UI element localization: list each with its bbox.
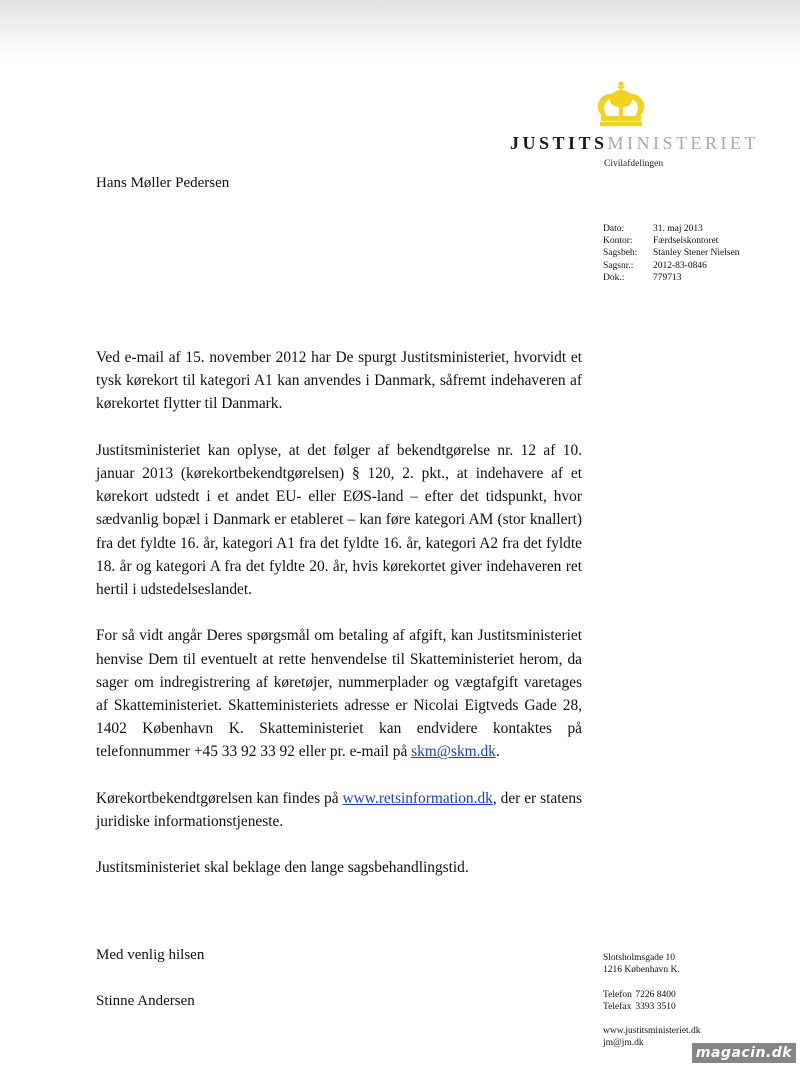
meta-value: 779713: [653, 272, 682, 283]
paragraph-tax-text: For så vidt angår Deres spørgsmål om betaling af afgift, kan Justitsministeriet henvise Dem til eventuelt at rette henvendelse til Skatteministeriet herom, da sager om indregistrering af køretøjer, nummerplader og vægtafgift varetages af Skatteministeriet. Skatteministeriets adresse er Nicolai Eigtveds Gade 28, 1402 København K. Skatteministeriet kan endvidere kontaktes på telefonnummer +45 33 92 33 92 eller pr. e-mail på: [96, 627, 582, 761]
ministry-logo: [510, 133, 759, 154]
phone-label: Telefon: [603, 990, 632, 1000]
meta-label: Dok.:: [603, 272, 625, 283]
paragraph-retsinfo-text: Kørekortbekendtgørelsen kan findes på: [96, 789, 343, 807]
website-link[interactable]: www.justitsministeriet.dk: [603, 1026, 701, 1036]
address-city: 1216 København K.: [603, 965, 680, 976]
meta-label: Kontor:: [603, 236, 633, 247]
recipient-name: Hans Møller Pedersen: [96, 175, 230, 191]
email-address[interactable]: jm@jm.dk: [603, 1038, 644, 1049]
logo-bold-text: JUSTITS: [510, 133, 608, 153]
paragraph-regulation: Justitsministeriet kan oplyse, at det følger af bekendtgørelse nr. 12 af 10. januar 2013 (kørekortbekendtgørelsen) § 120, 2. pkt., at indehavere af et kørekort udstedt i et andet EU- eller EØS-land – efter det tidspunkt, hvor sædvanlig bopæl i Danmark er etableret – kan føre kategori AM (stor knallert) fra det fyldte 16. år, kategori A1 fra det fyldte 16. år, kategori A2 fra det fyldte 18. år og kategori A fra det fyldte 20. år, hvis kørekortet giver indehaveren ret hertil i udstedelseslandet.: [96, 441, 582, 599]
paragraph-inquiry: Ved e-mail af 15. november 2012 har De spurgt Justitsministeriet, hvorvidt et tysk kørekort til kategori A1 kan anvendes i Danmark, såfremt indehaveren af kørekortet flytter til Danmark.: [96, 349, 582, 413]
address-street: Slotsholmsgade 10: [603, 953, 676, 963]
watermark-badge: magacin.dk: [692, 1043, 796, 1063]
paragraph-apology: Justitsministeriet skal beklage den lange sagsbehandlingstid.: [96, 859, 469, 877]
meta-label: Sagsbeh:: [603, 248, 638, 259]
signature-name: Stinne Andersen: [96, 993, 195, 1009]
meta-label: Dato:: [603, 224, 625, 234]
paragraph-retsinformation: [96, 787, 582, 833]
phone-line: [603, 989, 676, 1001]
fax-number: 3393 3510: [635, 1002, 676, 1013]
paragraph-retsinfo-tail: , der er statens juridiske informationstjeneste.: [96, 789, 583, 831]
phone-number: 7226 8400: [635, 990, 676, 1000]
closing-greeting: Med venlig hilsen: [96, 947, 205, 963]
retsinformation-link[interactable]: www.retsinformation.dk: [342, 789, 493, 807]
meta-row-case-number: [603, 260, 740, 272]
meta-row-office: [603, 235, 740, 247]
paragraph-tax: [96, 624, 582, 763]
meta-row-date: [603, 223, 740, 235]
meta-value: 31. maj 2013: [653, 224, 703, 234]
fax-line: [603, 1001, 676, 1013]
meta-value: 2012-83-0846: [653, 260, 707, 271]
crown-icon: [592, 80, 650, 128]
case-info-block: [603, 223, 740, 284]
meta-value: Færdselskontoret: [653, 236, 719, 247]
top-shading: [0, 0, 800, 60]
email-link-skm[interactable]: skm@skm.dk: [411, 743, 496, 761]
logo-light-text: MINISTERIET: [607, 133, 760, 153]
meta-label: Sagsnr.:: [603, 260, 634, 271]
department-name: Civilafdelingen: [604, 159, 664, 169]
meta-row-handler: [603, 247, 740, 259]
address-block: [603, 952, 680, 976]
web-block: [603, 1025, 701, 1049]
phone-block: [603, 989, 676, 1013]
meta-row-document: [603, 272, 740, 284]
letter-body: [96, 346, 582, 880]
meta-value: Stanley Stener Nielsen: [653, 248, 740, 259]
paragraph-tax-end: .: [495, 743, 500, 761]
fax-label: Telefax: [603, 1002, 632, 1013]
